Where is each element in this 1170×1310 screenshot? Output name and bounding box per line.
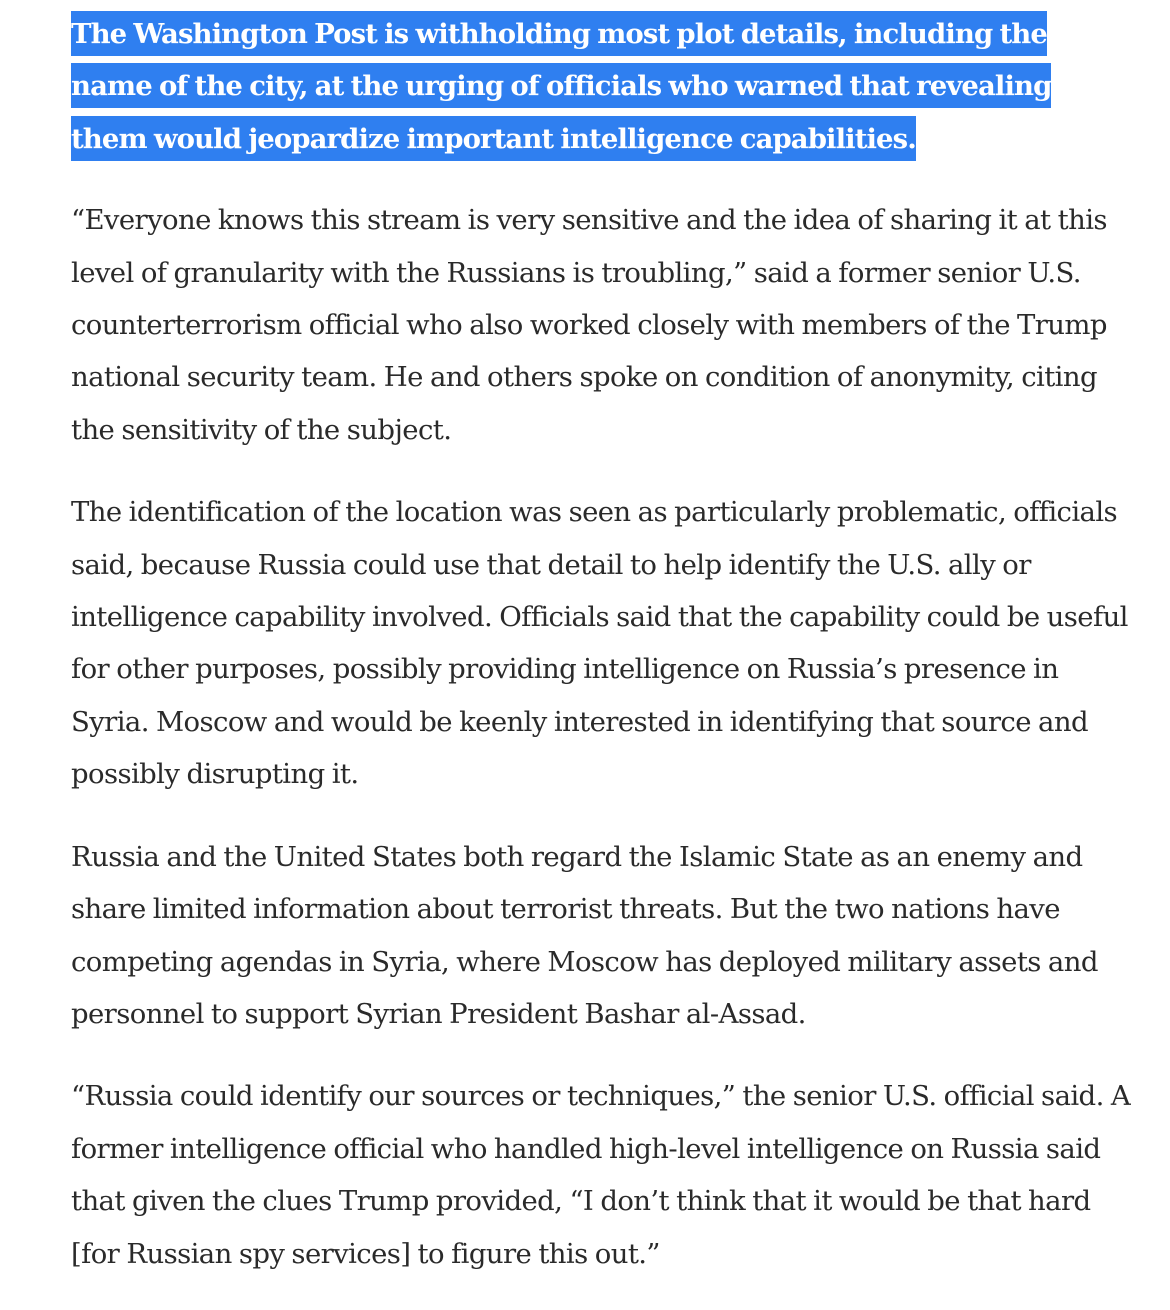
paragraph-quote-senior-official: “Russia could identify our sources or techniques,” the senior U.S. official said. A former intelligence official who handled high-level intelligence on Russia said that given the clues Trump provided, “I don’t think that it would be that hard [for Russian spy services] to figure this out.” <box>71 1080 1131 1270</box>
highlighted-paragraph[interactable] <box>71 8 1131 165</box>
paragraph-location-identification: The identification of the location was seen as particularly problematic, officials said, because Russia could use that detail to help identify the U.S. ally or intelligence capability involved. Officials said that the capability could be useful for other purposes, possibly providing intelligence on Russia’s presence in Syria. Moscow and would be keenly interested in identifying that source and possibly disrupting it. <box>71 496 1128 791</box>
article-body <box>71 8 1131 1310</box>
paragraph-russia-us-relations: Russia and the United States both regard the Islamic State as an enemy and share limited information about terrorist threats. But the two nations have competing agendas in Syria, where Moscow has deployed military assets and personnel to support Syrian President Bashar al-Assad. <box>71 840 1098 1030</box>
text-selection[interactable]: The Washington Post is withholding most plot details, including the name of the city, at the urging of officials who warned that revealing them would jeopardize important intelligence capabilities. <box>71 11 1051 161</box>
paragraph-quote-former-official: “Everyone knows this stream is very sensitive and the idea of sharing it at this level of granularity with the Russians is troubling,” said a former senior U.S. counterterrorism official who also worked closely with members of the Trump national security team. He and others spoke on condition of anonymity, citing the sensitivity of the subject. <box>71 204 1107 446</box>
